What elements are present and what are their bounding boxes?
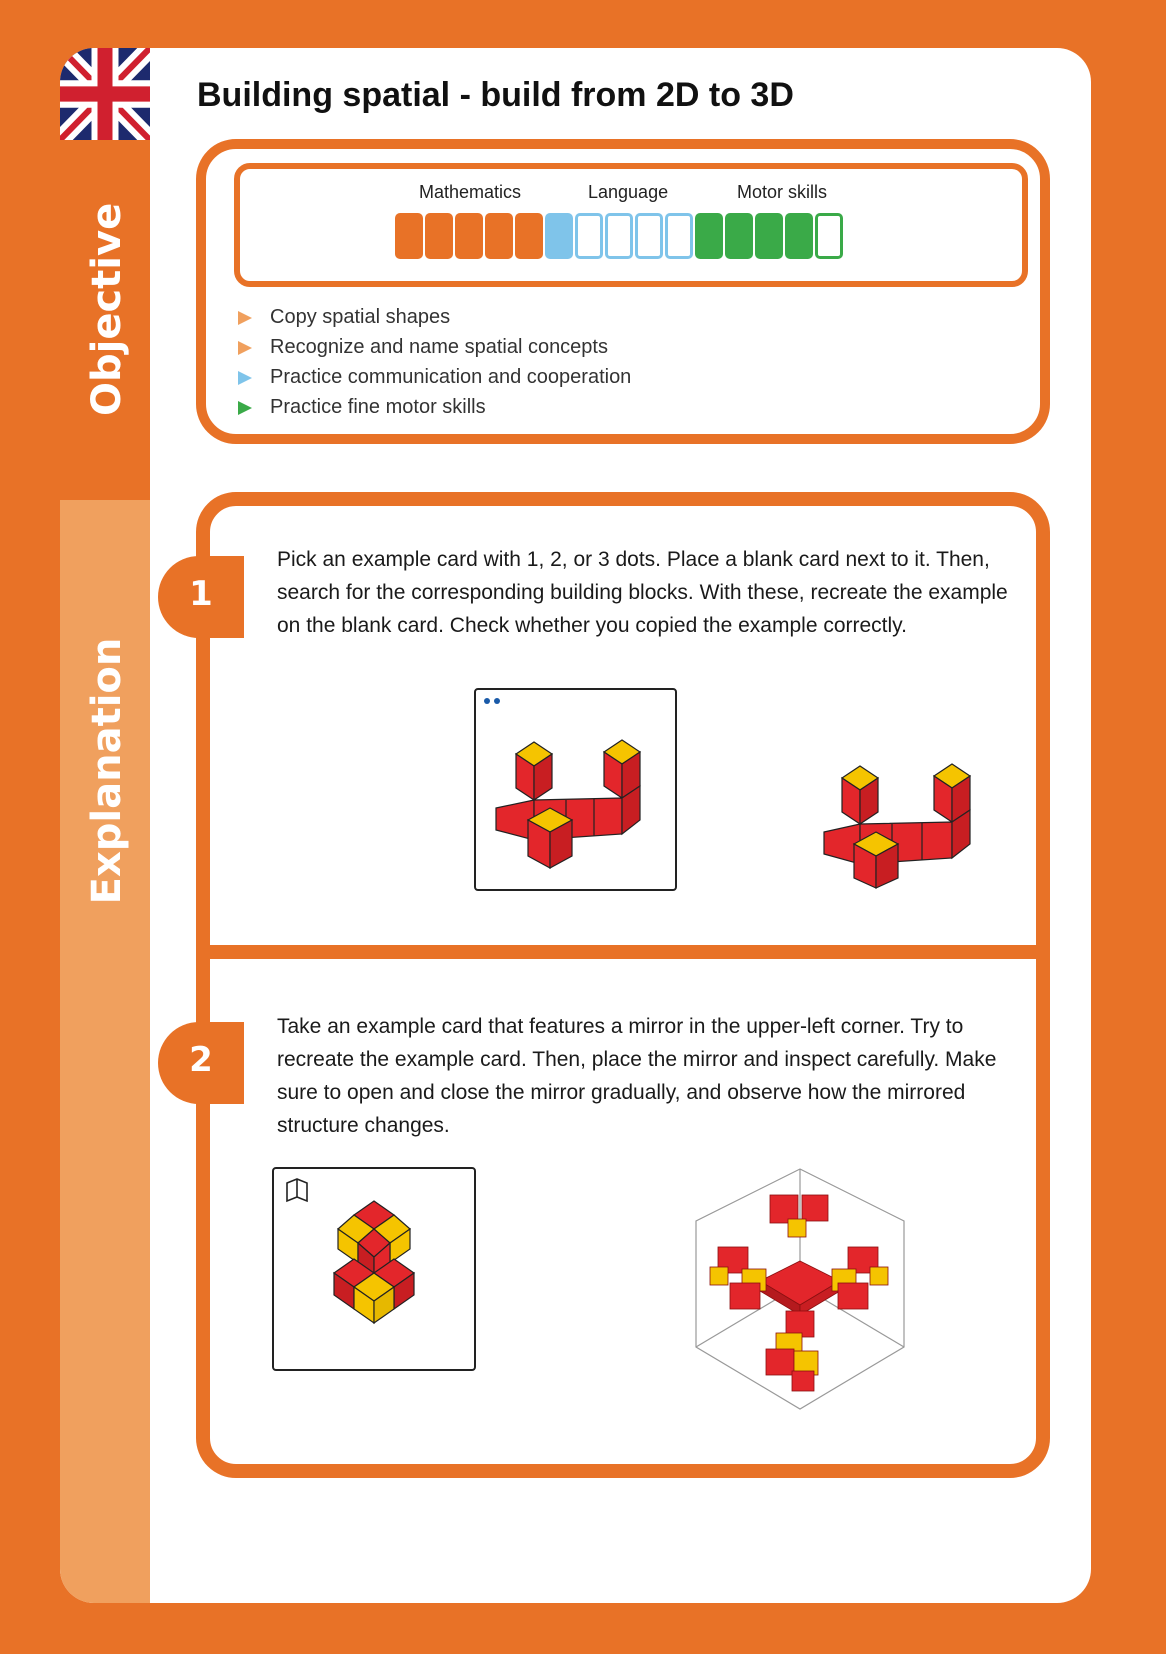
step-number: 1	[189, 574, 213, 614]
skill-label-motor-skills: Motor skills	[737, 182, 828, 202]
skill-bar-motor-skills	[695, 213, 723, 259]
step-1-text: Pick an example card with 1, 2, or 3 dots. Place a blank card next to it. Then, search for the corresponding building blocks. With these, recreate the example on the blank card. Check whether you copied the example correctly.	[277, 548, 1008, 637]
bullet-arrow-icon	[238, 371, 252, 385]
objective-text: Practice fine motor skills	[270, 396, 486, 418]
objective-text: Practice communication and cooperation	[270, 366, 632, 388]
objective-text: Recognize and name spatial concepts	[270, 336, 608, 358]
example-card-dots	[474, 688, 677, 891]
objective-item	[234, 332, 631, 362]
skill-bar-language	[605, 213, 633, 259]
skill-bar-motor-skills	[815, 213, 843, 259]
skill-bar-mathematics	[395, 213, 423, 259]
skill-bar-language	[635, 213, 663, 259]
step-divider	[196, 945, 1050, 959]
mirrored-structure-illustration	[690, 1165, 910, 1415]
skill-bar-mathematics	[485, 213, 513, 259]
skill-bar-motor-skills	[785, 213, 813, 259]
bullet-arrow-icon	[238, 401, 252, 415]
objective-item	[234, 362, 631, 392]
built-structure-illustration	[820, 760, 990, 890]
mirror-icon	[284, 1177, 310, 1208]
skill-level-bars	[395, 213, 875, 259]
objective-label: Objective	[84, 202, 130, 416]
step-2-badge	[158, 1022, 244, 1104]
explanation-label: Explanation	[84, 637, 130, 905]
skill-label-mathematics: Mathematics	[419, 182, 522, 202]
skill-bar-language	[575, 213, 603, 259]
step-1-badge	[158, 556, 244, 638]
objective-item	[234, 302, 631, 332]
skill-bar-mathematics	[425, 213, 453, 259]
block-structure-illustration	[476, 690, 675, 889]
uk-flag-icon	[60, 48, 150, 140]
page-title: Building spatial - build from 2D to 3D	[197, 76, 794, 114]
objective-item	[234, 392, 631, 422]
step-2-text: Take an example card that features a mirror in the upper-left corner. Try to recreate the example card. Then, place the mirror and inspect carefully. Make sure to open and close the mirror gradually, and observe how the mirrored structure changes.	[277, 1015, 997, 1137]
step-number: 2	[189, 1040, 213, 1080]
skill-bar-language	[545, 213, 573, 259]
objective-list	[234, 302, 631, 422]
bullet-arrow-icon	[238, 341, 252, 355]
skill-label-language: Language	[588, 182, 669, 202]
skill-bar-motor-skills	[725, 213, 753, 259]
bullet-arrow-icon	[238, 311, 252, 325]
example-card-mirror	[272, 1167, 476, 1371]
skill-bar-mathematics	[515, 213, 543, 259]
objective-text: Copy spatial shapes	[270, 306, 451, 328]
skill-bar-language	[665, 213, 693, 259]
sidebar	[60, 48, 150, 1603]
skill-bar-mathematics	[455, 213, 483, 259]
skill-bar-motor-skills	[755, 213, 783, 259]
